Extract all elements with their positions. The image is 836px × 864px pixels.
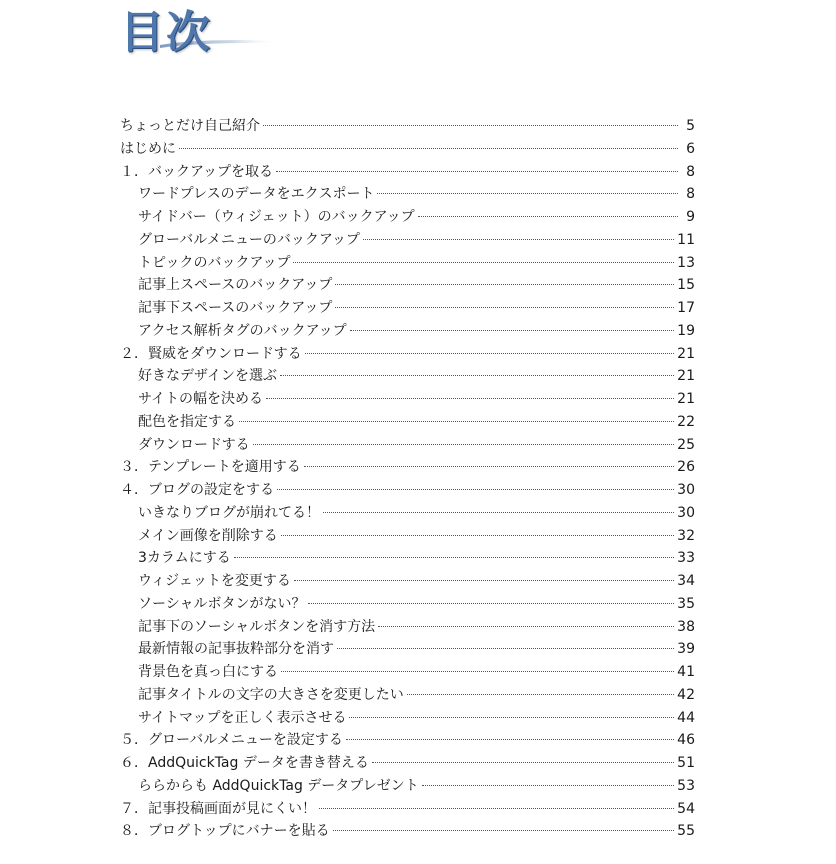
toc-entry-page-number: 54 <box>677 800 695 817</box>
toc-entry-page-number: 34 <box>677 573 695 589</box>
toc-dot-leader <box>234 557 674 558</box>
toc-dot-leader <box>277 489 674 490</box>
toc-entry-label: ３．テンプレートを適用する <box>120 459 301 476</box>
toc-entry-page-number: 19 <box>677 322 695 339</box>
toc-entry[interactable] <box>120 365 695 388</box>
toc-dot-leader <box>323 512 674 513</box>
toc-entry-label: ８．ブログトップにバナーを貼る <box>120 823 330 840</box>
toc-entry-page-number: 38 <box>677 618 695 635</box>
toc-dot-leader <box>253 444 675 445</box>
toc-dot-leader <box>333 830 675 831</box>
toc-dot-leader <box>179 148 678 149</box>
toc-entry-label: グローバルメニューのバックアップ <box>138 231 360 248</box>
toc-entry-page-number: 21 <box>677 391 695 407</box>
toc-dot-leader <box>350 330 675 331</box>
toc-entry[interactable] <box>120 206 695 229</box>
toc-entry-label: ダウンロードする <box>138 436 250 453</box>
toc-dot-leader <box>293 262 674 263</box>
toc-entry-page-number: 51 <box>677 755 695 771</box>
toc-entry[interactable] <box>120 729 695 752</box>
toc-entry[interactable] <box>120 684 695 707</box>
toc-dot-leader <box>281 671 674 672</box>
toc-entry-label: 背景色を真っ白にする <box>138 664 278 680</box>
toc-entry[interactable] <box>120 638 695 661</box>
toc-entry-label: 記事下スペースのバックアップ <box>138 300 333 316</box>
toc-entry[interactable] <box>120 388 695 411</box>
toc-dot-leader <box>378 626 674 627</box>
toc-entry-label: はじめに <box>120 140 176 157</box>
toc-entry-label: メイン画像を削除する <box>138 527 278 544</box>
toc-entry-label: サイトマップを正しく表示させる <box>138 709 347 726</box>
toc-entry-page-number: 30 <box>677 482 695 498</box>
toc-entry[interactable] <box>120 570 695 593</box>
toc-entry-label: サイドバー（ウィジェット）のバックアップ <box>138 209 415 225</box>
toc-dot-leader <box>418 216 678 217</box>
toc-entry-page-number: 17 <box>677 300 695 316</box>
toc-entry[interactable] <box>120 661 695 684</box>
toc-dot-leader <box>239 421 674 422</box>
toc-entry[interactable] <box>120 456 695 479</box>
toc-entry-page-number: 21 <box>677 368 695 385</box>
toc-entry[interactable] <box>120 161 695 184</box>
toc-entry-label: 記事下のソーシャルボタンを消す方法 <box>138 618 376 635</box>
toc-entry-page-number: 8 <box>686 163 695 180</box>
toc-entry-label: 配色を指定する <box>138 413 236 430</box>
toc-dot-leader <box>346 739 674 740</box>
toc-dot-leader <box>335 284 674 285</box>
toc-dot-leader <box>276 171 678 172</box>
toc-entry[interactable] <box>120 502 695 525</box>
toc-entry-page-number: 41 <box>677 664 695 680</box>
toc-dot-leader <box>422 785 674 786</box>
toc-entry-page-number: 11 <box>677 231 695 248</box>
toc-entry[interactable] <box>120 115 695 138</box>
toc-dot-leader <box>280 375 674 376</box>
toc-entry-label: 3カラムにする <box>138 550 231 567</box>
toc-entry[interactable] <box>120 411 695 434</box>
toc-dot-leader <box>294 580 674 581</box>
toc-entry[interactable] <box>120 320 695 343</box>
toc-entry[interactable] <box>120 593 695 616</box>
toc-entry-label: １．バックアップを取る <box>120 163 274 180</box>
toc-entry[interactable] <box>120 525 695 548</box>
toc-entry-page-number: 22 <box>677 413 695 430</box>
toc-entry[interactable] <box>120 798 695 821</box>
toc-entry[interactable] <box>120 183 695 206</box>
toc-dot-leader <box>335 307 674 308</box>
toc-entry-label: ６．AddQuickTag データを書き替える <box>120 755 369 771</box>
toc-entry-page-number: 5 <box>686 118 695 134</box>
toc-entry-label: アクセス解析タグのバックアップ <box>138 322 347 339</box>
toc-entry-label: ららからも AddQuickTag データプレゼント <box>138 777 419 794</box>
toc-entry-page-number: 53 <box>677 777 695 794</box>
toc-entry-page-number: 32 <box>677 527 695 544</box>
toc-dot-leader <box>407 694 674 695</box>
toc-entry[interactable] <box>120 274 695 297</box>
toc-entry-page-number: 55 <box>677 823 695 840</box>
toc-entry-label: ５．グローバルメニューを設定する <box>120 732 343 749</box>
toc-entry-label: いきなりブログが崩れてる！ <box>138 504 320 521</box>
toc-entry-page-number: 8 <box>686 186 695 203</box>
toc-entry[interactable] <box>120 229 695 252</box>
toc-entry-page-number: 30 <box>677 504 695 521</box>
toc-entry[interactable] <box>120 820 695 843</box>
toc-dot-leader <box>372 762 674 763</box>
toc-entry[interactable] <box>120 616 695 639</box>
toc-entry-label: 最新情報の記事抜粋部分を消す <box>138 641 334 658</box>
toc-entry-label: ７．記事投稿画面が見にくい！ <box>120 800 316 817</box>
toc-entry-page-number: 35 <box>677 595 695 612</box>
toc-entry[interactable] <box>120 252 695 275</box>
toc-dot-leader <box>266 398 674 399</box>
toc-dot-leader <box>319 808 674 809</box>
toc-entry-label: ちょっとだけ自己紹介 <box>120 118 260 134</box>
toc-entry[interactable] <box>120 707 695 730</box>
toc-entry-label: ソーシャルボタンがない？ <box>138 595 306 612</box>
toc-entry-page-number: 13 <box>677 254 695 271</box>
toc-entry-page-number: 26 <box>677 459 695 476</box>
toc-entry[interactable] <box>120 343 695 366</box>
toc-entry-page-number: 6 <box>686 140 695 157</box>
toc-dot-leader <box>377 193 678 194</box>
toc-entry-label: ２．賢威をダウンロードする <box>120 345 302 362</box>
title-block <box>120 2 260 64</box>
toc-entry[interactable] <box>120 297 695 320</box>
toc-dot-leader <box>305 353 675 354</box>
toc-entry-page-number: 25 <box>677 436 695 453</box>
toc-entry[interactable] <box>120 479 695 502</box>
toc-entry-label: 好きなデザインを選ぶ <box>138 368 278 385</box>
toc-dot-leader <box>363 239 674 240</box>
toc-dot-leader <box>281 535 674 536</box>
table-of-contents <box>120 115 695 843</box>
toc-entry-label: 記事タイトルの文字の大きさを変更したい <box>138 686 404 703</box>
toc-dot-leader <box>304 466 674 467</box>
page-title: 目次 <box>120 7 212 58</box>
toc-entry-page-number: 9 <box>686 209 695 225</box>
toc-entry-label: サイトの幅を決める <box>138 391 264 407</box>
toc-entry-page-number: 39 <box>677 641 695 658</box>
toc-entry[interactable] <box>120 775 695 798</box>
toc-dot-leader <box>349 717 674 718</box>
toc-entry[interactable] <box>120 547 695 570</box>
toc-entry-label: トピックのバックアップ <box>138 254 291 271</box>
toc-entry-page-number: 15 <box>677 277 695 294</box>
toc-entry-page-number: 42 <box>677 686 695 703</box>
toc-dot-leader <box>308 603 674 604</box>
toc-entry-page-number: 46 <box>677 732 695 749</box>
toc-entry-page-number: 33 <box>677 550 695 567</box>
toc-entry[interactable] <box>120 434 695 457</box>
toc-entry-page-number: 21 <box>677 345 695 362</box>
toc-entry-page-number: 44 <box>677 709 695 726</box>
toc-entry-label: 記事上スペースのバックアップ <box>138 277 333 294</box>
toc-entry-label: ウィジェットを変更する <box>138 573 291 589</box>
toc-entry-label: ４．ブログの設定をする <box>120 482 274 498</box>
toc-entry-label: ワードプレスのデータをエクスポート <box>138 186 375 203</box>
toc-entry[interactable] <box>120 138 695 161</box>
toc-dot-leader <box>337 648 674 649</box>
toc-dot-leader <box>263 125 678 126</box>
toc-entry[interactable] <box>120 752 695 775</box>
